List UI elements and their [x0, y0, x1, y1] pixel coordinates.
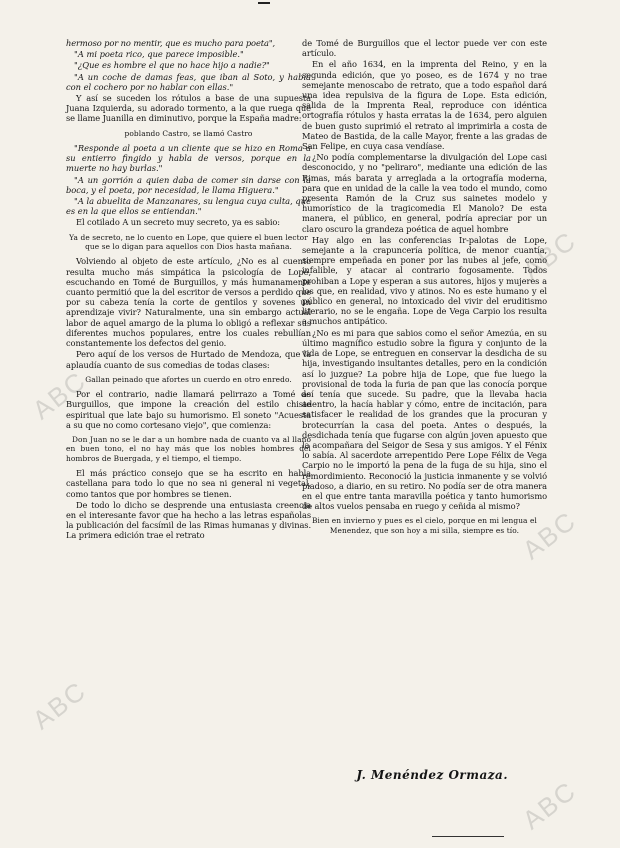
verse-quote: "A la abuelita de Manzanares, su lengua cuya culta, que es en la que ellos se entiendan."	[66, 196, 311, 217]
paragraph: De todo lo dicho se desprende una entusiasta creencia en el interesante favor que ha hecho a las letras españolas la publicación del facsímil de las Rimas humanas y divinas. La primera edición trae el retrato	[66, 499, 311, 541]
right-column	[302, 38, 547, 540]
watermark: ABC	[516, 504, 583, 566]
paragraph: Pero aquí de los versos de Hurtado de Mendoza, que la aplaudía cuanto de sus comedias de todas clases:	[66, 349, 311, 370]
watermark: ABC	[26, 674, 93, 736]
watermark: ABC	[26, 364, 93, 426]
paragraph: hermoso por no mentir, que es mucho para poeta",	[66, 38, 276, 48]
paragraph: El cotilado A un secreto muy secreto, ya es sabio:	[76, 217, 280, 228]
verse-block: Gallan peinado que afortes un cuerdo en otro enredo.	[85, 374, 292, 384]
paragraph: ¿No podía complementarse la divulgación del Lope casi desconocido, y no "peliraro", mediante una edición de las Rimas, más barata y arreglada a la ortografía moderna, para que en unidad de la calle la vea todo el mundo, como presenta Ramón de la Cruz sus sainetes modelo y humorístico de la tragicomedia El Manolo? De esta manera, el público, en general, podría apreciar por un claro oscuro la grandeza poética de aquel hombre	[302, 152, 547, 234]
author-signature: J. Menéndez Ormaza.	[356, 768, 508, 782]
paragraph: de Tomé de Burguillos que el lector puede ver con este artículo.	[302, 38, 547, 59]
top-rule	[258, 2, 270, 4]
verse-quote: "A mi poeta rico, que parece imposible."	[74, 49, 244, 60]
paragraph: Volviendo al objeto de este artículo, ¿No es al cuento resulta mucho más simpática la psicología de Lope, escuchando en Tomé de Burguillos, y más humanamente cuanto permitió que la del escritor de versos a perdido que por su cabeza tenía la corte de gentilos y sovenes un aprendizaje vivir? Naturalmente, una sin embargo actual labor de aquel amargo de la pluma lo obligó a reflexar sus diferentes muchos populares, entre los cuales rebullían constantemente los defectos del genio.	[66, 256, 311, 349]
paragraph: El más práctico consejo que se ha escrito en habla castellana para todo lo que no sea ni general ni vegetal, como tantos que por hombres se tienen.	[66, 468, 311, 499]
paragraph: Hay algo en las conferencias Ir-palotas de Lope, semejante a la crapuncería política, de menor cuantía, siempre empeñada en poner por las nubes al jefe, como infalible, y atacar al contrario fogosamente. Todos prohiban a Lope y esperan a sus autores, hijos y mujeres a los que, en realidad, vivo y atinos. No es este humano y el público en general, no intoxicado del vivir del eruditismo literario, no se le engaña. Lope de Vega Carpio los resulta a muchos antipático.	[302, 234, 547, 327]
verse-block: Don Juan no se le dar a un hombre nada de cuanto va al llano en buen tono, el no hay más que los nobles hombres del hombros de Buergada, y el tiempo, el tiempo.	[66, 434, 311, 463]
verse-block: Bien en invierno y pues es el cielo, porque en mi lengua el Menendez, que son hoy a mi silla, siempre es tío.	[312, 516, 537, 535]
verse-block: poblando Castro, se llamó Castro	[124, 128, 253, 138]
paragraph: Y así se suceden los rótulos a base de una supuesta Juana Izquierda, su adorado tormento, a la que ruega que se llame Juanilla en diminutivo, porque la España madre:	[66, 93, 311, 124]
watermark: ABC	[516, 774, 583, 836]
paragraph: ¿No es mi para que sabios como el señor Amezúa, en su último magnífico estudio sobre la figura y conjunto de la vida de Lope, se entreguen en conservar la desdicha de su hija, investigando insultantes detalles, pero en la condición así lo juzgue? La pobre hija de Lope, que fue luego la provisional de toda la furia de pan que las conocía porque así tenía que sucede. Su padre, que la llevaba hacia adentro, la hacía hablar y cómo, entre de incitación, para satisfacer le realidad de los grandes que la procuran y brotecurrían la casa del poeta. Antes o después, la desdichada tenía que fugarse con algún joven apuesto que la acompañara del Seigor de Sesa y sus amigos. Y el Fénix lo sabía. Al sacerdote arrepentido Pere Lope Félix de Vega Carpio no le importó la pena de la fuga de su hija, sino el remordimiento. Reconoció la justicia inmanente y se volvió piadoso, a diario, en su retiro. No podía ser de otra manera en el que entre tanta maravilla poética y tanto humorismo de altos vuelos pensaba en ruego y ceñida al mismo?	[302, 327, 547, 512]
verse-quote: "Responde al poeta a un cliente que se hizo en Roma a su entierro fingido y habla de versos, porque en la muerte no hay burlas."	[66, 143, 311, 174]
verse-quote: "A un gorrión a quien daba de comer sin darse con la boca, y el poeta, por necesidad, le llama Higuera."	[66, 174, 311, 195]
watermark: ABC	[516, 224, 583, 286]
bottom-rule	[432, 836, 504, 837]
paragraph: En el año 1634, en la imprenta del Reino, y en la segunda edición, que yo poseo, es de 1674 y no trae semejante menoscabo de retrato, que a todo español dará una idea repulsiva de la figura de Lope. Esta edición, salida de la Imprenta Real, reproduce con idéntica ortografía rótulos y hasta erratas la de 1634, pero alguien de buen gusto suprimió el retrato al imprimirla a costa de Mateo de Bastida, de la calle Mayor, frente a las gradas de San Felipe, en cuya casa vendíase.	[302, 59, 547, 152]
paragraph: Por el contrario, nadie llamará pelirrazo a Tomé de Burguillos, que impone la creación del estilo chiste espiritual que late bajo su humorismo. El soneto "Acuesta a su que no como cortesano viejo", que comienza:	[66, 389, 311, 430]
verse-quote: "¿Que es hombre el que no hace hijo a nadie?"	[74, 60, 270, 71]
verse-quote: "A un coche de damas feas, que iban al Soto, y había con el cochero por no hablar con ellas."	[66, 71, 311, 92]
verse-block: Ya de secreto, ne lo cuento en Lope, que quiere el buen lector que se lo digan para aquellos con Dios hasta mañana.	[69, 232, 308, 252]
left-column	[66, 38, 311, 542]
